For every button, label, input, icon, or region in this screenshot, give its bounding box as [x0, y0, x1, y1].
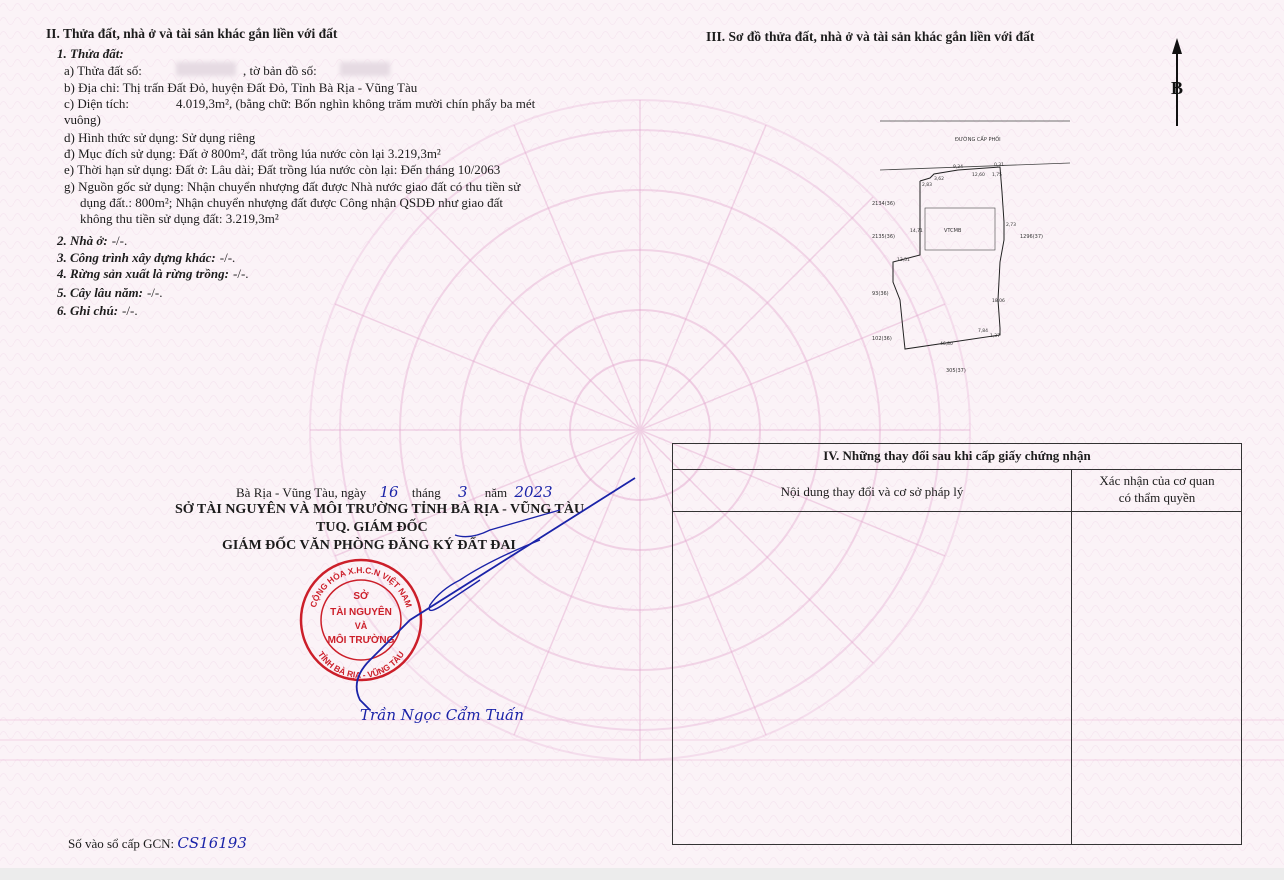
dimension-label: 0,31 [994, 163, 1005, 168]
svg-text:TÀI NGUYÊN: TÀI NGUYÊN [330, 607, 392, 618]
neighbor-label: 2135(36) [872, 234, 895, 240]
issue-month: 3 [457, 483, 468, 501]
usage-origin-2: dụng đất.: 800m²; Nhận chuyển nhượng đất được Công nhận QSDĐ như giao đất [80, 195, 503, 210]
neighbor-label: 2134(36) [872, 201, 895, 207]
register-number-value: CS16193 [177, 834, 247, 852]
area-value: 4.019,3m², (bằng chữ: Bốn nghìn không trăm mười chín phẩy ba mét [176, 96, 536, 111]
dimension-label: 7,84 [978, 329, 989, 334]
dimension-label: 2,83 [922, 183, 933, 188]
dimension-label: 1,75 [992, 173, 1003, 178]
address-line: b) Địa chỉ: Thị trấn Đất Đỏ, huyện Đất Đỏ, Tỉnh Bà Rịa - Vũng Tàu [64, 80, 418, 95]
dimension-label: 46,80 [940, 342, 953, 347]
table-column-divider [1071, 469, 1072, 844]
register-number-label: Số vào sổ cấp GCN: [68, 836, 175, 851]
dimension-label: 3,62 [934, 177, 945, 182]
area-value-cont: vuông) [64, 112, 101, 127]
table-col-confirmation-line2: có thẩm quyền [1118, 490, 1196, 505]
table-rule [673, 469, 1241, 470]
svg-text:MÔI TRƯỜNG: MÔI TRƯỜNG [327, 635, 395, 646]
authorization-line: TUQ. GIÁM ĐỐC [316, 520, 428, 535]
issue-date: Bà Rịa - Vũng Tàu, ngày 16 tháng 3 năm 2023 [236, 483, 553, 501]
signer-name: Trần Ngọc Cẩm Tuấn [360, 706, 524, 724]
item-5: 5. Cây lâu năm: -/-. [57, 285, 163, 300]
neighbor-label: 1296(37) [1020, 234, 1043, 240]
item-4: 4. Rừng sản xuất là rừng trồng: -/-. [57, 266, 249, 281]
dimension-label: 2,73 [1006, 223, 1017, 228]
issue-year: 2023 [514, 483, 553, 501]
svg-text:TỈNH BÀ RỊA - VŨNG TÀU: TỈNH BÀ RỊA - VŨNG TÀU [316, 649, 407, 681]
dimension-label: 1,37 [990, 334, 1001, 339]
north-label: B [1170, 78, 1184, 98]
dimension-label: 18,06 [992, 299, 1005, 304]
issuing-organization: SỞ TÀI NGUYÊN VÀ MÔI TRƯỜNG TỈNH BÀ RỊA - VŨNG TÀU [175, 502, 585, 517]
item-1-title: 1. Thửa đất: [57, 46, 124, 61]
section-2-title: II. Thửa đất, nhà ở và tài sản khác gắn liền với đất [46, 26, 338, 41]
plot-inner-label: VTCMB [944, 228, 962, 234]
svg-text:CỘNG HÒA X.H.C.N VIỆT NAM: CỘNG HÒA X.H.C.N VIỆT NAM [307, 564, 415, 609]
issue-day: 16 [379, 483, 399, 501]
table-rule [673, 511, 1241, 512]
usage-purpose: đ) Mục đích sử dụng: Đất ở 800m², đất trồng lúa nước còn lại 3.219,3m² [64, 146, 441, 161]
section-4-title: IV. Những thay đổi sau khi cấp giấy chứng nhận [823, 448, 1091, 463]
neighbor-label: 305(37) [946, 368, 966, 374]
dimension-label: 14,71 [910, 229, 923, 234]
dimension-label: 12,60 [972, 173, 985, 178]
dimension-label: 13,51 [897, 258, 910, 263]
section-3-title: III. Sơ đồ thửa đất, nhà ở và tài sản khác gắn liền với đất [706, 29, 1035, 44]
item-2: 2. Nhà ở: -/-. [57, 233, 128, 248]
office-title: GIÁM ĐỐC VĂN PHÒNG ĐĂNG KÝ ĐẤT ĐAI [222, 538, 516, 553]
road-label: ĐƯỜNG CẤP PHỐI [955, 137, 1001, 143]
usage-origin-3: không thu tiền sử dụng đất: 3.219,3m² [80, 211, 279, 226]
neighbor-label: 93(36) [872, 291, 889, 297]
svg-text:SỞ: SỞ [353, 591, 369, 602]
usage-origin-1: g) Nguồn gốc sử dụng: Nhận chuyển nhượng đất được Nhà nước giao đất có thu tiền sử [64, 179, 521, 194]
neighbor-label: 102(36) [872, 336, 892, 342]
dimension-label: 9,34 [953, 165, 964, 170]
usage-form: d) Hình thức sử dụng: Sử dụng riêng [64, 130, 256, 145]
register-number-row [68, 834, 247, 852]
parcel-number-label: a) Thửa đất số: [64, 63, 142, 78]
item-3: 3. Công trình xây dựng khác: -/-. [57, 250, 236, 265]
map-sheet-label: , tờ bản đồ số: [243, 63, 317, 78]
item-6: 6. Ghi chú: -/-. [57, 303, 138, 318]
table-col-changes: Nội dung thay đổi và cơ sở pháp lý [780, 484, 964, 499]
table-col-confirmation-line1: Xác nhận của cơ quan [1099, 473, 1215, 488]
area-label: c) Diện tích: [64, 96, 129, 111]
handwritten-signature-icon [327, 470, 650, 730]
changes-table [672, 443, 1242, 845]
usage-term: e) Thời hạn sử dụng: Đất ở: Lâu dài; Đất trồng lúa nước còn lại: Đến tháng 10/2063 [64, 162, 501, 177]
svg-text:VÀ: VÀ [354, 621, 368, 631]
